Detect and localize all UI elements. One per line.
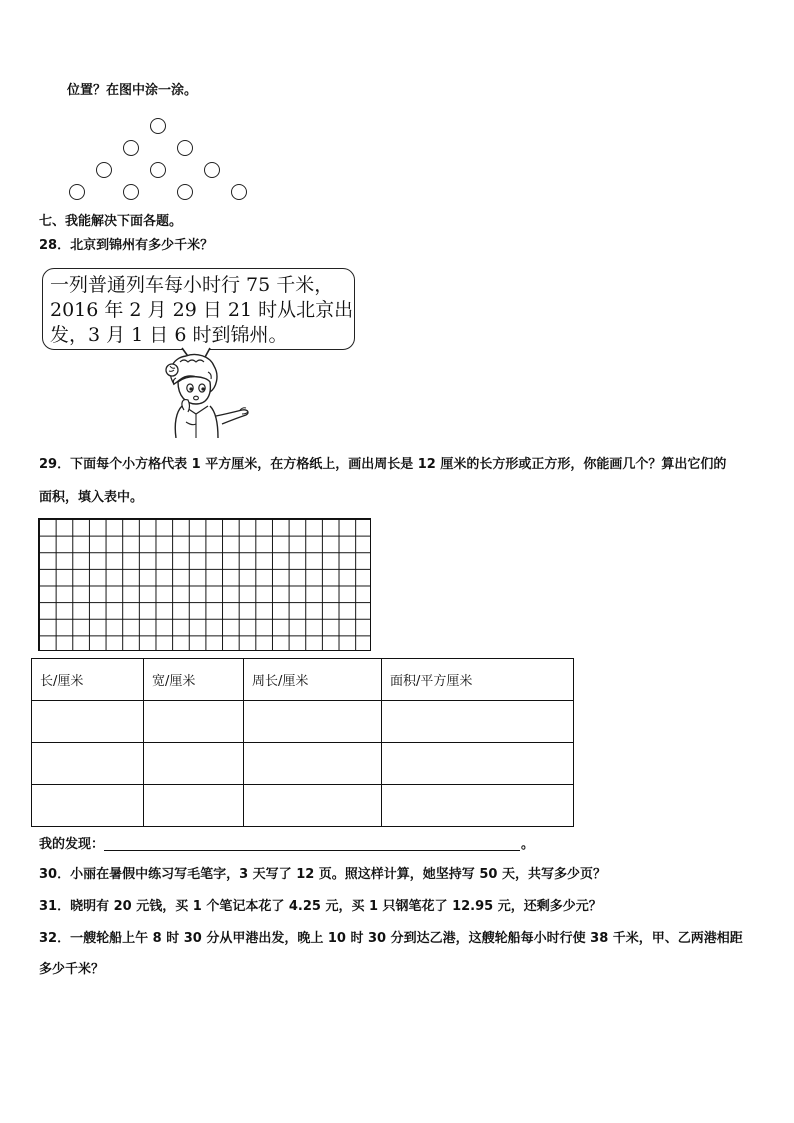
table-cell[interactable] (144, 785, 244, 827)
bubble-line-1: 一列普通列车每小时行 75 千米， (50, 274, 334, 296)
question-29-line-1: 29．下面每个小方格代表 1 平方厘米，在方格纸上，画出周长是 12 厘米的长方形或正方形，你能画几个？算出它们的 (39, 457, 727, 472)
section-title: 七、我能解决下面各题。 (39, 214, 183, 229)
table-cell[interactable] (144, 701, 244, 743)
girl-illustration (160, 352, 252, 438)
discovery-label: 我的发现： (39, 837, 105, 852)
circle[interactable] (69, 184, 85, 200)
circle[interactable] (150, 118, 166, 134)
answer-table (31, 658, 574, 827)
header-perimeter: 周长/厘米 (244, 659, 382, 701)
table-row (32, 701, 574, 743)
circle[interactable] (231, 184, 247, 200)
table-row (32, 785, 574, 827)
question-28: 28．北京到锦州有多少千米？ (39, 238, 214, 253)
table-cell[interactable] (244, 743, 382, 785)
header-area: 面积/平方厘米 (382, 659, 574, 701)
table-cell[interactable] (382, 743, 574, 785)
question-32-line-1: 32．一艘轮船上午 8 时 30 分从甲港出发，晚上 10 时 30 分到达乙港，这艘轮船每小时行使 38 千米，甲、乙两港相距 (39, 931, 743, 946)
q27-instruction: 位置？在图中涂一涂。 (67, 83, 198, 98)
bubble-line-2: 2016 年 2 月 29 日 21 时从北京出 (50, 299, 354, 321)
table-cell[interactable] (244, 701, 382, 743)
table-row (32, 743, 574, 785)
header-width: 宽/厘米 (144, 659, 244, 701)
table-header-row (32, 659, 574, 701)
header-length: 长/厘米 (32, 659, 144, 701)
circle[interactable] (177, 184, 193, 200)
question-31: 31．晓明有 20 元钱，买 1 个笔记本花了 4.25 元，买 1 只钢笔花了 12.95 元，还剩多少元？ (39, 899, 602, 914)
table-cell[interactable] (32, 743, 144, 785)
circle[interactable] (96, 162, 112, 178)
table-cell[interactable] (32, 701, 144, 743)
square-grid-paper[interactable] (38, 518, 371, 651)
circle[interactable] (177, 140, 193, 156)
question-32-line-2: 多少千米？ (39, 962, 105, 977)
bubble-line-3: 发，3 月 1 日 6 时到锦州。 (50, 324, 288, 346)
table-cell[interactable] (144, 743, 244, 785)
table-cell[interactable] (244, 785, 382, 827)
circle[interactable] (123, 184, 139, 200)
discovery-end: 。 (521, 837, 535, 852)
table-cell[interactable] (382, 701, 574, 743)
circle[interactable] (150, 162, 166, 178)
question-30: 30．小丽在暑假中练习写毛笔字，3 天写了 12 页。照这样计算，她坚持写 50 天，共写多少页？ (39, 867, 606, 882)
circle[interactable] (123, 140, 139, 156)
question-29-line-2: 面积，填入表中。 (39, 490, 144, 505)
table-cell[interactable] (382, 785, 574, 827)
table-cell[interactable] (32, 785, 144, 827)
circle[interactable] (204, 162, 220, 178)
discovery-input[interactable] (104, 849, 520, 851)
